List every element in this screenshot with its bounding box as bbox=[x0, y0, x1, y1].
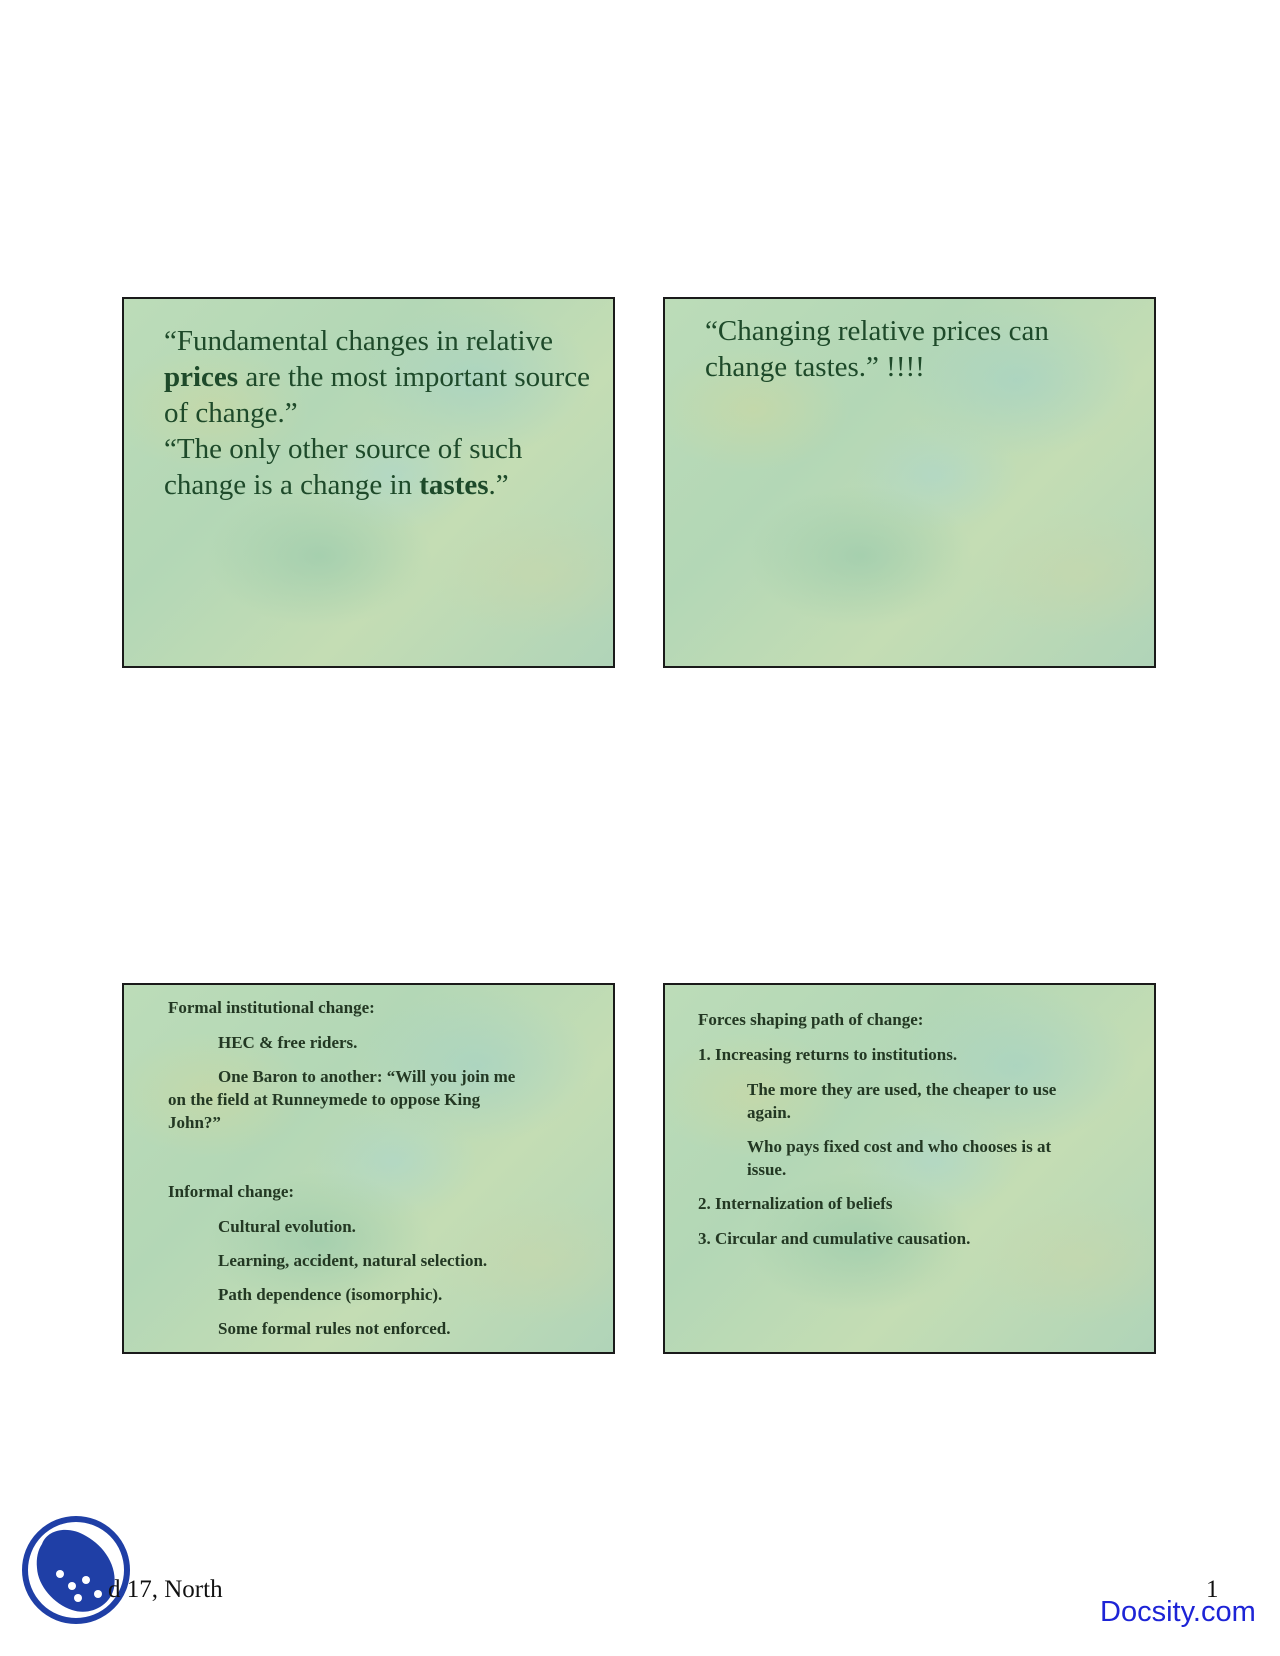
list-item: Cultural evolution. bbox=[218, 1217, 356, 1236]
list-item-cont: John?” bbox=[168, 1113, 221, 1132]
docsity-brand-link[interactable]: Docsity.com bbox=[1100, 1596, 1256, 1628]
informal-change-heading: Informal change: bbox=[168, 1182, 295, 1201]
slide-4 bbox=[663, 983, 1156, 1354]
quote-line: “Changing relative prices can bbox=[705, 315, 1049, 347]
quote-text: .” bbox=[488, 469, 509, 501]
sub-item: Who pays fixed cost and who chooses is at bbox=[747, 1137, 1052, 1156]
quote-text: “Fundamental changes in relative bbox=[164, 325, 553, 357]
page-number: 1 bbox=[1206, 1576, 1219, 1603]
slide-3-content bbox=[124, 985, 613, 1352]
formal-change-heading: Formal institutional change: bbox=[168, 998, 375, 1017]
slide-1-quote bbox=[164, 323, 594, 503]
quote-text: are the most important source of change.” bbox=[164, 361, 591, 429]
list-item: Some formal rules not enforced. bbox=[218, 1319, 451, 1338]
list-item: 3. Circular and cumulative causation. bbox=[698, 1229, 971, 1248]
docsity-logo-icon bbox=[20, 1514, 132, 1626]
sub-item-cont: again. bbox=[747, 1103, 791, 1122]
slide-4-content bbox=[665, 985, 1154, 1352]
list-item: 2. Internalization of beliefs bbox=[698, 1194, 893, 1213]
list-item: Path dependence (isomorphic). bbox=[218, 1285, 443, 1304]
slide-1 bbox=[122, 297, 615, 668]
footer-text: d 17, North bbox=[108, 1576, 223, 1603]
slide-2 bbox=[663, 297, 1156, 668]
quote-bold-prices: prices bbox=[164, 361, 239, 393]
sub-item-cont: issue. bbox=[747, 1160, 787, 1179]
slide-3 bbox=[122, 983, 615, 1354]
quote-line: change tastes.” !!!! bbox=[705, 351, 925, 383]
quote-text: “The only other source of such change is a change in bbox=[164, 433, 523, 501]
list-item: HEC & free riders. bbox=[218, 1033, 358, 1052]
quote-bold-tastes: tastes bbox=[419, 469, 489, 501]
slide-2-quote bbox=[705, 313, 1135, 385]
list-item: Learning, accident, natural selection. bbox=[218, 1251, 488, 1270]
sub-item: The more they are used, the cheaper to use bbox=[747, 1080, 1057, 1099]
quote-prices bbox=[164, 323, 594, 431]
forces-heading: Forces shaping path of change: bbox=[698, 1010, 924, 1029]
list-item: 1. Increasing returns to institutions. bbox=[698, 1045, 958, 1064]
list-item: One Baron to another: “Will you join me bbox=[218, 1067, 516, 1086]
quote-tastes bbox=[164, 431, 594, 503]
list-item-cont: on the field at Runneymede to oppose King bbox=[168, 1090, 481, 1109]
